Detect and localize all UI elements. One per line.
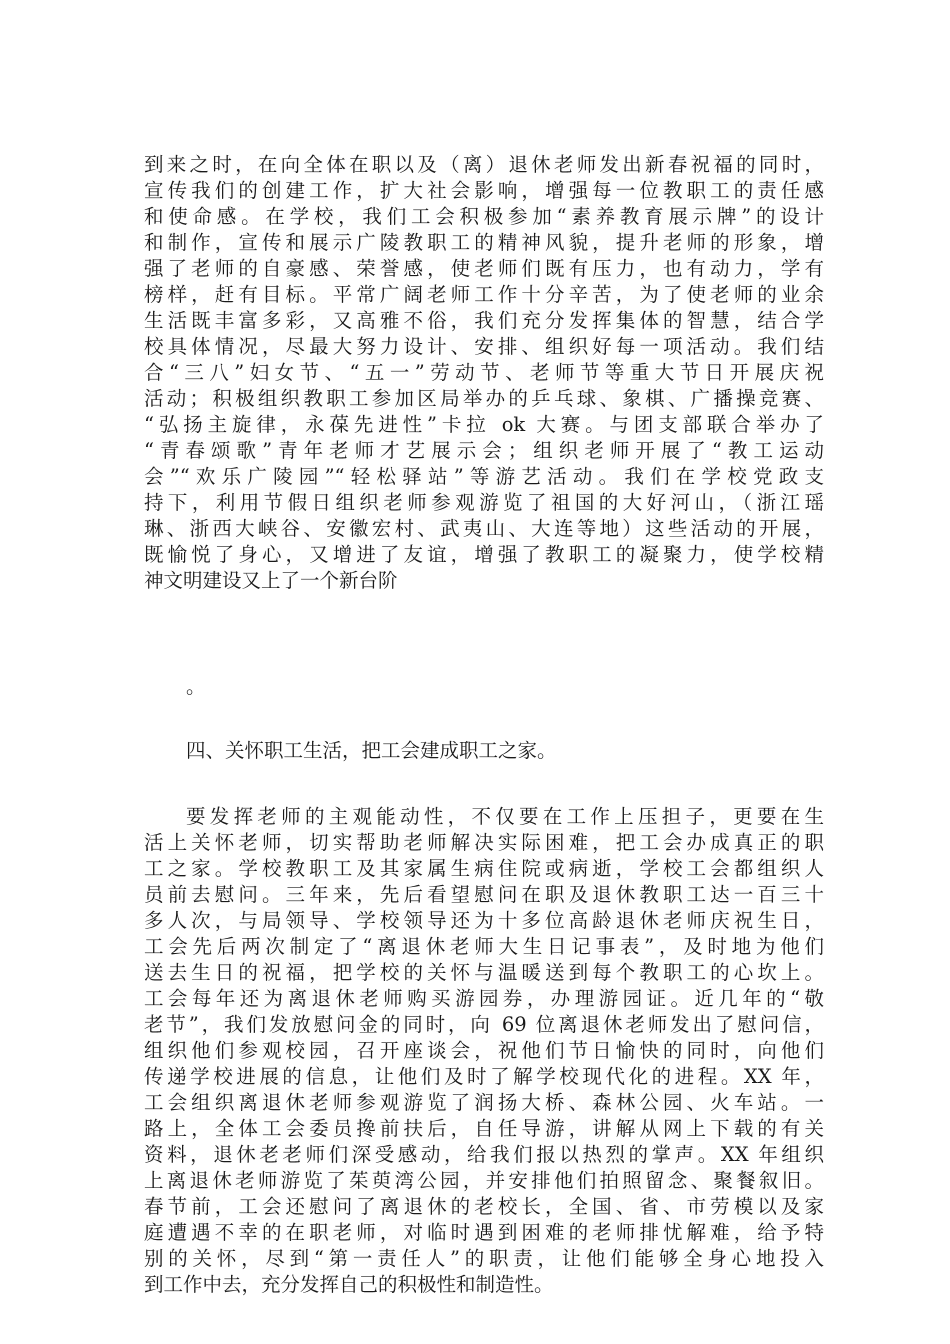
text-line: 老节”，我们发放慰问金的同时，向 69 位离退休老师发出了慰问信，: [144, 1013, 824, 1036]
text-line: 组织他们参观校园，召开座谈会，祝他们节日愉快的同时，向他们: [144, 1039, 824, 1062]
text-line: 校具体情况，尽最大努力设计、安排、组织好每一项活动。我们结: [144, 335, 824, 358]
section-heading: 四、关怀职工生活，把工会建成职工之家。: [186, 739, 557, 762]
text-line: “弘扬主旋律，永葆先进性”卡拉 ok 大赛。与团支部联合举办了: [144, 413, 824, 436]
text-line: 既愉悦了身心，又增进了友谊，增强了教职工的凝聚力，使学校精: [144, 543, 824, 566]
text-line: 送去生日的祝福，把学校的关怀与温暖送到每个教职工的心坎上。: [144, 961, 824, 984]
text-line: 持下，利用节假日组织老师参观游览了祖国的大好河山，（浙江瑶: [144, 491, 824, 514]
text-line: 琳、浙西大峡谷、安徽宏村、武夷山、大连等地）这些活动的开展，: [144, 517, 824, 540]
stray-period: 。: [186, 675, 206, 698]
text-line: 多人次，与局领导、学校领导还为十多位高龄退休老师庆祝生日，: [144, 909, 824, 932]
text-line: 到来之时，在向全体在职以及（离）退休老师发出新春祝福的同时，: [144, 153, 824, 176]
text-line: “青春颂歌”青年老师才艺展示会；组织老师开展了“教工运动: [144, 439, 824, 462]
text-line: 传递学校进展的信息，让他们及时了解学校现代化的进程。XX 年，: [144, 1065, 824, 1088]
text-line: 庭遭遇不幸的在职老师，对临时遇到困难的老师排忧解难，给予特: [144, 1221, 824, 1244]
text-line: 活动；积极组织教职工参加区局举办的乒乓球、象棋、广播操竞赛、: [144, 387, 824, 410]
text-line: 春节前，工会还慰问了离退休的老校长，全国、省、市劳模以及家: [144, 1195, 824, 1218]
text-line: 和制作，宣传和展示广陵教职工的精神风貌，提升老师的形象，增: [144, 231, 824, 254]
text-line: 要发挥老师的主观能动性，不仅要在工作上压担子，更要在生: [186, 805, 824, 828]
text-line: 工会组织离退休老师参观游览了润扬大桥、森林公园、火车站。一: [144, 1091, 824, 1114]
text-line: 会”“欢乐广陵园”“轻松驿站”等游艺活动。我们在学校党政支: [144, 465, 824, 488]
text-line: 到工作中去，充分发挥自己的积极性和制造性。: [144, 1273, 554, 1296]
text-line: 神文明建设又上了一个新台阶: [144, 569, 398, 592]
text-line: 工会先后两次制定了“离退休老师大生日记事表”，及时地为他们: [144, 935, 824, 958]
text-line: 工之家。学校教职工及其家属生病住院或病逝，学校工会都组织人: [144, 857, 824, 880]
text-line: 生活既丰富多彩，又高雅不俗，我们充分发挥集体的智慧，结合学: [144, 309, 824, 332]
text-line: 和使命感。在学校，我们工会积极参加“素养教育展示牌”的设计: [144, 205, 824, 228]
text-line: 上离退休老师游览了茱萸湾公园，并安排他们拍照留念、聚餐叙旧。: [144, 1169, 824, 1192]
text-line: 合“三八”妇女节、“五一”劳动节、老师节等重大节日开展庆祝: [144, 361, 824, 384]
text-line: 活上关怀老师，切实帮助老师解决实际困难，把工会办成真正的职: [144, 831, 824, 854]
text-line: 别的关怀，尽到“第一责任人”的职责，让他们能够全身心地投入: [144, 1247, 824, 1270]
text-line: 路上，全体工会委员搀前扶后，自任导游，讲解从网上下载的有关: [144, 1117, 824, 1140]
text-line: 工会每年还为离退休老师购买游园券，办理游园证。近几年的“敬: [144, 987, 824, 1010]
text-line: 资料，退休老老师们深受感动，给我们报以热烈的掌声。XX 年组织: [144, 1143, 824, 1166]
text-line: 宣传我们的创建工作，扩大社会影响，增强每一位教职工的责任感: [144, 179, 824, 202]
text-line: 榜样，赶有目标。平常广阔老师工作十分辛苦，为了使老师的业余: [144, 283, 824, 306]
text-line: 员前去慰问。三年来，先后看望慰问在职及退休教职工达一百三十: [144, 883, 824, 906]
text-line: 强了老师的自豪感、荣誉感，使老师们既有压力，也有动力，学有: [144, 257, 824, 280]
